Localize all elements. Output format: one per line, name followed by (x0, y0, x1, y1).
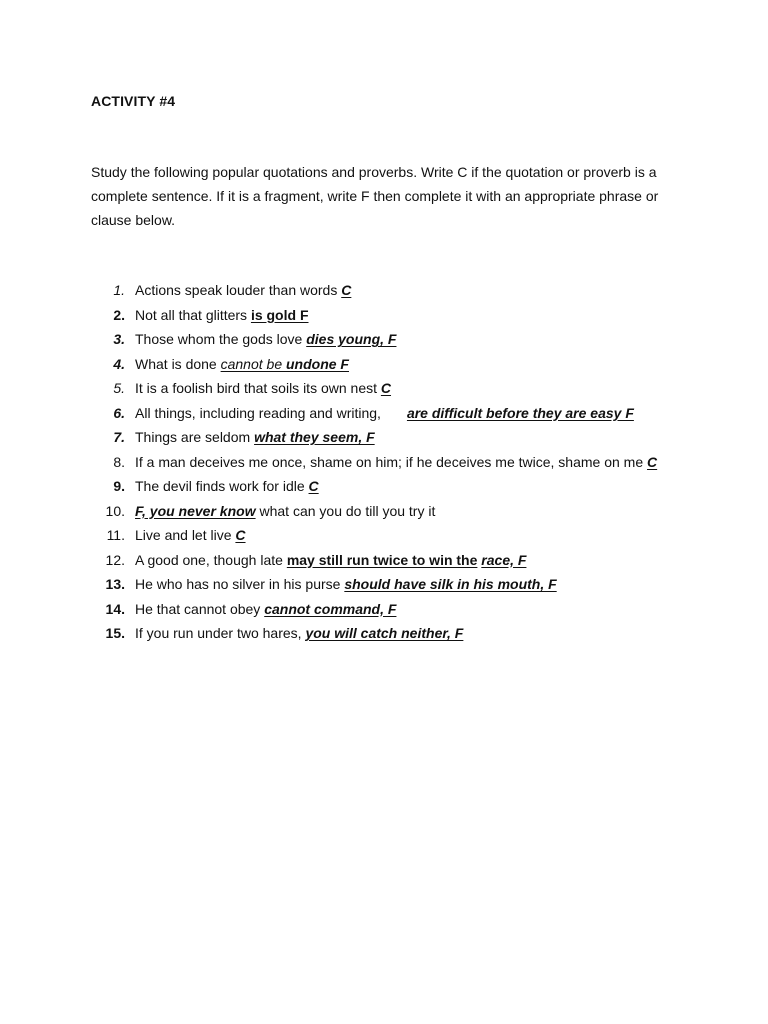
list-item (91, 474, 711, 499)
item-text (135, 450, 657, 475)
item-number: 9. (113, 478, 125, 494)
list-item (91, 450, 711, 475)
item-text (135, 425, 375, 450)
prompt-text: If a man deceives me once, shame on him; if he deceives me twice, shame on me (135, 453, 648, 470)
list-item (91, 425, 711, 450)
answer-text: may still run twice to win the (286, 551, 478, 568)
prompt-text: He who has no silver in his purse (135, 576, 345, 592)
prompt-text: All things, including reading and writing, (135, 404, 381, 421)
item-number: 11. (106, 527, 125, 543)
item-number: 13. (105, 576, 125, 592)
list-item (91, 352, 711, 377)
item-number: 2. (113, 306, 125, 323)
prompt-text: what can you do till you try it (255, 502, 436, 519)
item-text (135, 352, 349, 377)
item-text (135, 474, 319, 499)
answer-text: C (308, 478, 319, 494)
prompt-text: Actions speak louder than words (135, 282, 342, 298)
answer-text: cannot be (220, 355, 286, 372)
answer-text: undone F (286, 355, 349, 372)
item-number: 3. (113, 331, 125, 347)
list-item (91, 376, 711, 401)
answer-text: you will catch neither, F (305, 625, 464, 641)
answer-text: cannot command, F (264, 600, 397, 617)
item-text (135, 523, 246, 548)
item-text (135, 548, 526, 573)
item-text (135, 597, 396, 622)
list-item (91, 303, 711, 328)
answer-text: is gold F (250, 306, 309, 323)
item-number: 7. (113, 429, 125, 445)
item-number: 15. (105, 625, 125, 641)
prompt-text: Not all that glitters (135, 306, 251, 323)
item-text (135, 278, 351, 303)
list-item (91, 278, 711, 303)
item-text (135, 303, 309, 328)
list-item (91, 621, 711, 646)
item-number: 8. (113, 453, 125, 470)
item-text (135, 572, 557, 597)
answer-text: C (235, 527, 246, 543)
prompt-text: Those whom the gods love (135, 331, 307, 347)
prompt-text: It is a foolish bird that soils its own nest (135, 380, 381, 396)
item-text (135, 327, 396, 352)
answer-text: what they seem, F (254, 429, 375, 445)
answer-text: C (647, 453, 658, 470)
prompt-text: Things are seldom (135, 429, 255, 445)
list-item (91, 597, 711, 622)
item-number: 14. (105, 600, 125, 617)
item-text (135, 499, 435, 524)
answer-text: should have silk in his mouth, F (344, 576, 557, 592)
prompt-text: A good one, though late (135, 551, 287, 568)
proverb-list (91, 278, 711, 646)
list-item (91, 401, 711, 426)
item-number: 10. (105, 502, 125, 519)
item-text (135, 401, 634, 426)
list-item (91, 572, 711, 597)
list-item (91, 523, 711, 548)
item-number: 6. (113, 404, 125, 421)
item-number: 5. (113, 380, 125, 396)
instructions-paragraph: Study the following popular quotations and proverbs. Write C if the quotation or proverb is a complete sentence. If it is a fragment, write F then complete it with an appropriate phrase or clause below. (91, 164, 659, 228)
prompt-text: What is done (135, 355, 221, 372)
answer-text: C (341, 282, 352, 298)
answer-text: C (380, 380, 392, 396)
item-number: 12. (105, 551, 125, 568)
prompt-text: Live and let live (135, 527, 236, 543)
prompt-text: If you run under two hares, (135, 625, 306, 641)
list-item (91, 499, 711, 524)
answer-text: F, you never know (135, 502, 256, 519)
item-text (135, 621, 463, 646)
item-number: 1. (113, 282, 125, 298)
answer-text: race, F (481, 551, 527, 568)
activity-title: ACTIVITY #4 (91, 93, 176, 109)
answer-text: are difficult before they are easy F (406, 404, 634, 421)
list-item (91, 548, 711, 573)
item-text (135, 376, 391, 401)
prompt-text: The devil finds work for idle (135, 478, 309, 494)
answer-text: dies young, F (306, 331, 397, 347)
prompt-text: He that cannot obey (135, 600, 265, 617)
item-number: 4. (113, 355, 125, 372)
list-item (91, 327, 711, 352)
